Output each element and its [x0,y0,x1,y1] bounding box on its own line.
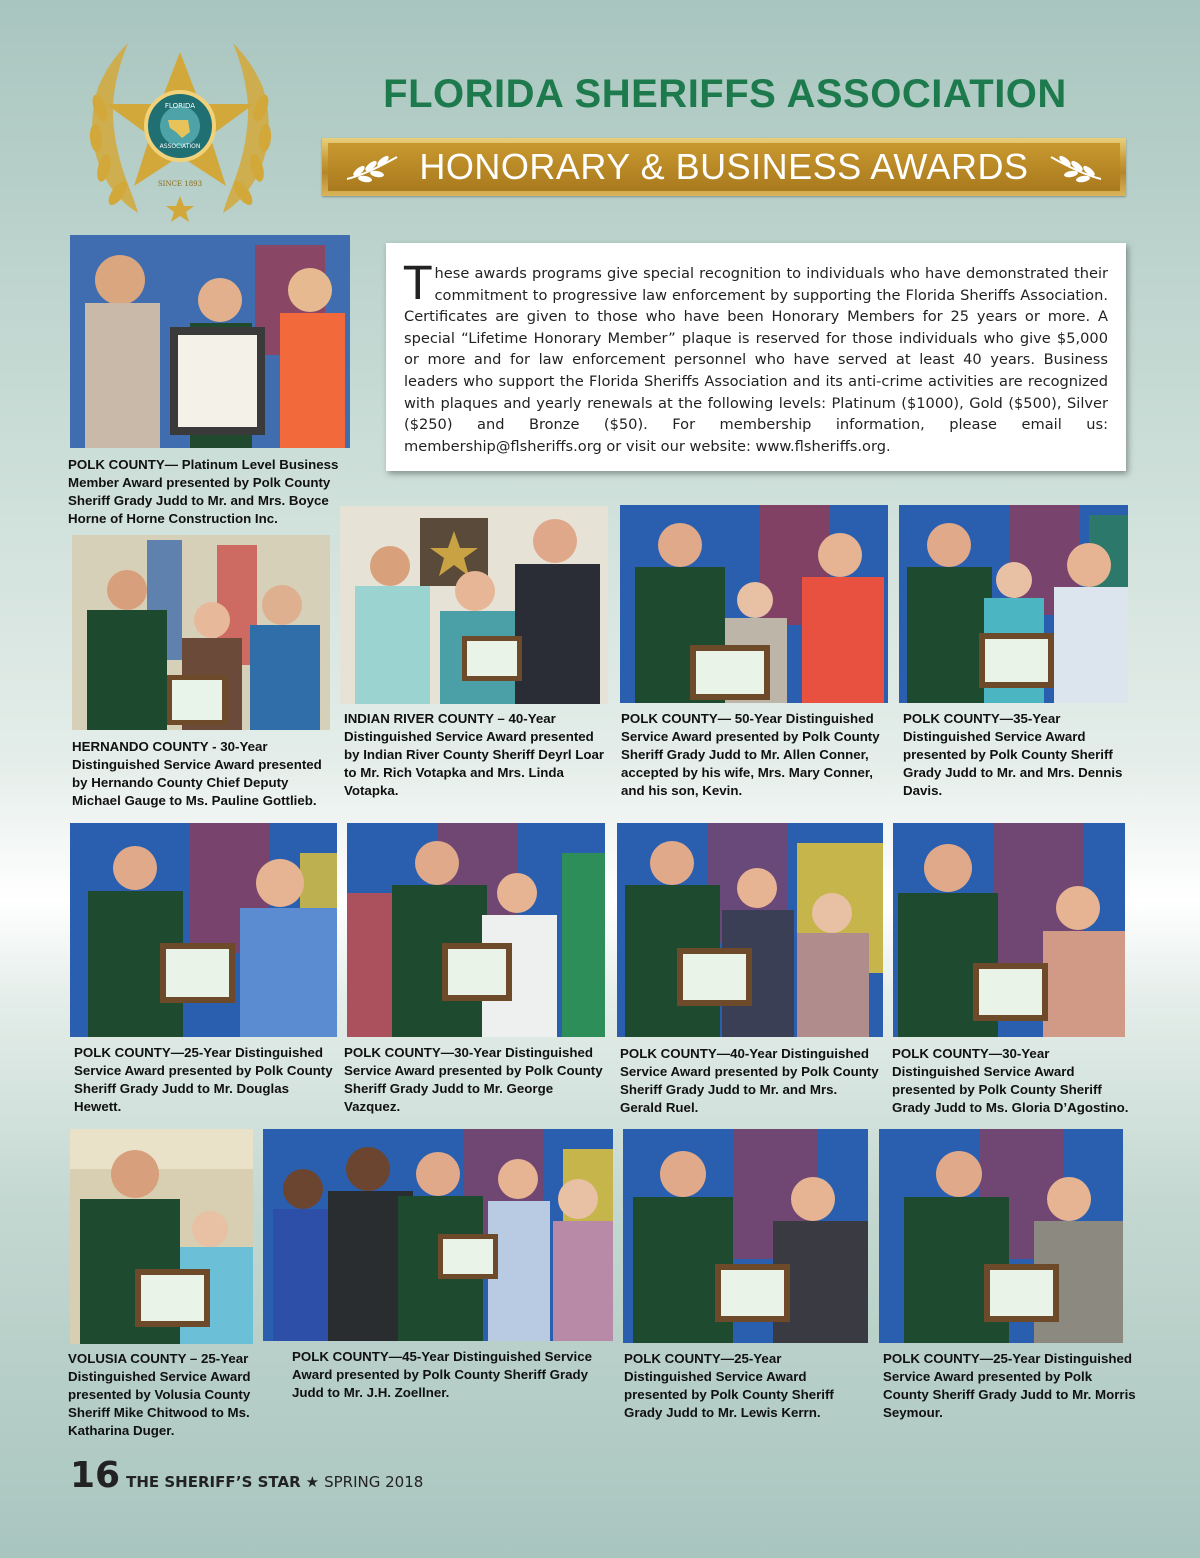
page-title: FLORIDA SHERIFFS ASSOCIATION [383,72,1067,116]
photo-caption: POLK COUNTY— Platinum Level Business Member Award presented by Polk County Sheriff Grady Judd to Mr. and Mrs. Boyce Horne of Horne Construction Inc. [68,457,339,526]
photo-caption: POLK COUNTY— 50-Year Distinguished Service Award presented by Polk County Sheriff Grady Judd to Mr. Allen Conner, accepted by his wife, Mrs. Mary Conner, and his son, Kevin. [621,711,880,798]
star-icon: ★ [305,1473,320,1491]
drop-cap: T [404,257,432,310]
photo-caption: HERNANDO COUNTY - 30-Year Distinguished Service Award presented by Hernando County Chief Deputy Michael Gauge to Ms. Pauline Gottlieb. [72,739,322,808]
photo-caption: POLK COUNTY—35-Year Distinguished Service Award presented by Polk County Sheriff Grady Judd to Mr. and Mrs. Dennis Davis. [903,711,1123,798]
photo-caption: POLK COUNTY—40-Year Distinguished Service Award presented by Polk County Sheriff Grady Judd to Mr. and Mrs. Gerald Ruel. [620,1046,879,1115]
award-photo [70,823,337,1037]
award-photo [879,1129,1123,1343]
award-photo [617,823,883,1037]
photo-caption: POLK COUNTY—30-Year Distinguished Service Award presented by Polk County Sheriff Grady Judd to Mr. George Vazquez. [344,1045,603,1114]
fsa-logo [78,28,283,233]
page-footer [70,1455,423,1496]
photo-caption: POLK COUNTY—25-Year Distinguished Service Award presented by Polk County Sheriff Grady Judd to Mr. Lewis Kerrn. [624,1351,834,1420]
intro-text-box [386,243,1126,471]
award-photo [620,505,888,703]
award-photo [70,235,350,448]
photo-caption: INDIAN RIVER COUNTY – 40-Year Distinguished Service Award presented by Indian River County Sheriff Deyrl Loar to Mr. Rich Votapka and Mrs. Linda Votapka. [344,711,605,798]
laurel-sprig-icon [343,149,401,185]
award-photo [623,1129,868,1343]
photo-caption: POLK COUNTY—45-Year Distinguished Service Award presented by Polk County Sheriff Grady Judd to Mr. J.H. Zoellner. [292,1349,593,1400]
publication-name: THE SHERIFF’S STAR [126,1473,301,1491]
intro-text: hese awards programs give special recognition to individuals who have demonstrated their commitment to progressive law enforcement by supporting the Florida Sheriffs Association. Certificates are given to those who have been Honorary Members for 25 years or more. A special “Lifetime Honorary Member” plaque is reserved for those individuals who give $5,000 or more and for law enforcement personnel who have served at least 40 years. Business leaders who support the Florida Sheriffs Association and its anti-crime activities are recognized with plaques and yearly renewals at the following levels: Platinum ($1000), Gold ($500), Silver ($250) and Bronze ($50). For membership information, please email us: membership@flsheriffs.org or visit our website: www.flsheriffs.org. [404,265,1108,455]
photo-caption: POLK COUNTY—25-Year Distinguished Service Award presented by Polk County Sheriff Grady Judd to Mr. Morris Seymour. [883,1351,1136,1420]
page-number: 16 [70,1455,121,1496]
award-photo [899,505,1128,703]
photo-caption: VOLUSIA COUNTY – 25-Year Distinguished Service Award presented by Volusia County Sheriff Mike Chitwood to Ms. Katharina Duger. [68,1351,251,1438]
photo-caption: POLK COUNTY—25-Year Distinguished Service Award presented by Polk County Sheriff Grady Judd to Mr. Douglas Hewett. [74,1045,333,1114]
section-banner [322,138,1126,196]
award-photo [893,823,1125,1037]
logo-text-association: ASSOCIATION [159,143,201,150]
photo-caption: POLK COUNTY—30-Year Distinguished Service Award presented by Polk County Sheriff Grady Judd to Ms. Gloria D’Agostino. [892,1046,1129,1115]
banner-text: HONORARY & BUSINESS AWARDS [419,146,1029,187]
sheriff-star-badge-icon [78,28,283,233]
award-photo [347,823,605,1037]
award-photo [70,1129,253,1344]
award-photo [340,506,608,704]
logo-text-florida: FLORIDA [164,102,196,110]
issue-date: SPRING 2018 [324,1473,424,1491]
logo-text-since: SINCE 1893 [157,180,203,188]
laurel-sprig-icon [1047,149,1105,185]
award-photo [72,535,330,730]
award-photo [263,1129,613,1341]
